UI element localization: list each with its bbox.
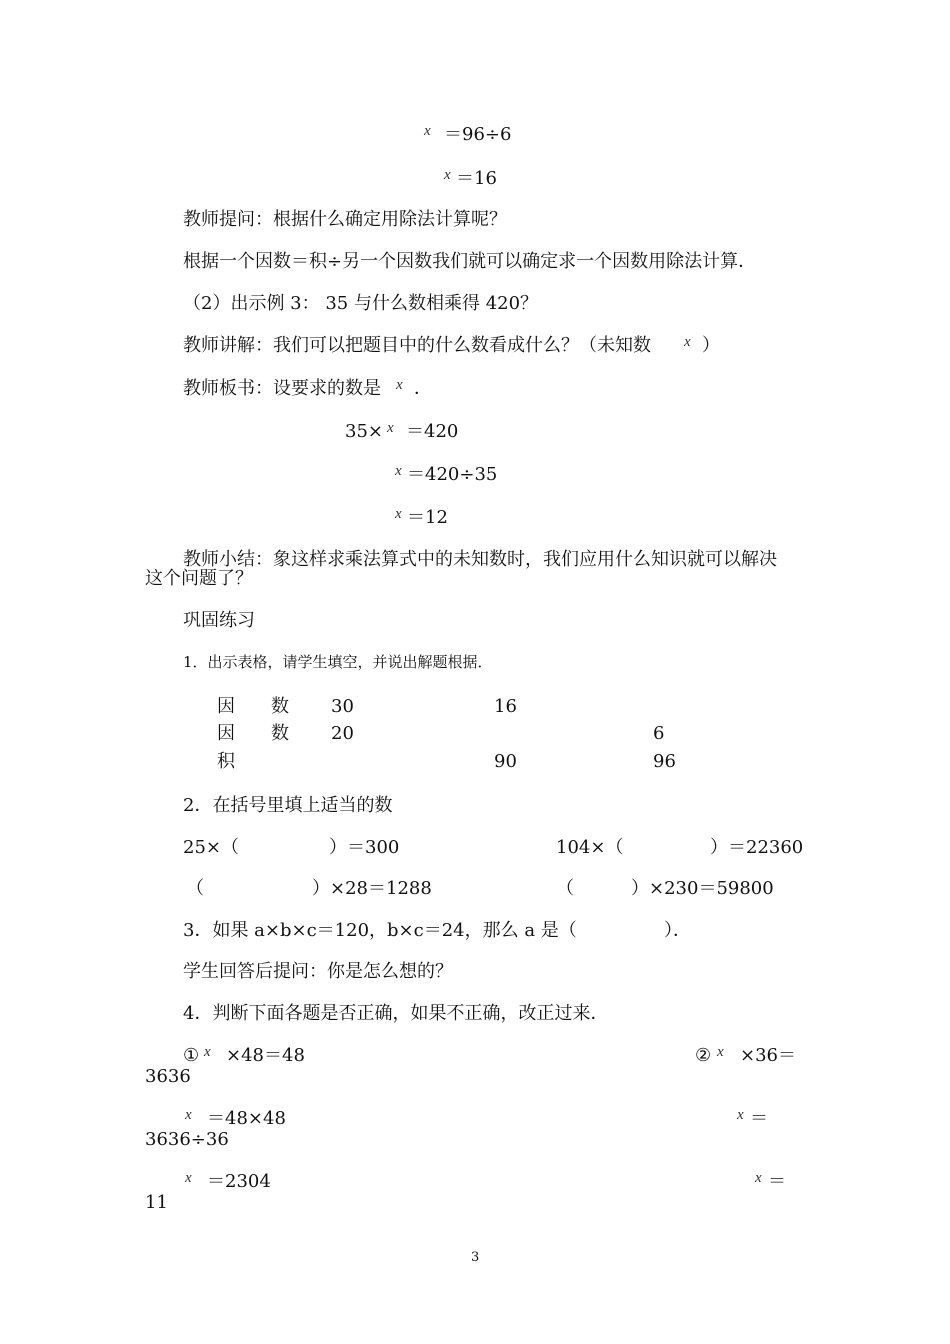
- exercise-4: 4．判断下面各题是否正确，如果不正确，改正过来．: [183, 1003, 609, 1024]
- teacher-board-end: ．: [414, 378, 432, 399]
- exercise-3-end: ）．: [664, 920, 691, 941]
- judge-item: ＝2304: [207, 1171, 271, 1192]
- equation-line: ＝96÷6: [444, 124, 512, 145]
- x-symbol: x: [396, 377, 403, 393]
- fill-item: （: [186, 878, 204, 899]
- exercise-1: 1．出示表格，请学生填空，并说出解题根据．: [183, 653, 493, 671]
- teacher-question: 教师提问：根据什么确定用除法计算呢？: [183, 209, 507, 230]
- teacher-summary: 这个问题了？: [145, 568, 253, 589]
- table-row-label: 因 数: [217, 696, 289, 717]
- table-row-label: 因 数: [217, 723, 289, 744]
- equation-line: ＝16: [456, 168, 497, 189]
- x-symbol: x: [185, 1170, 192, 1186]
- x-symbol: x: [424, 123, 431, 139]
- table-row-label: 积: [217, 751, 235, 772]
- teacher-explain-end: ）: [702, 335, 720, 356]
- judge-item: ＝: [768, 1171, 786, 1192]
- teacher-summary: 教师小结：象这样求乘法算式中的未知数时，我们应用什么知识就可以解决: [183, 549, 777, 570]
- x-symbol: x: [444, 167, 451, 183]
- judge-item: ＝48×48: [207, 1108, 286, 1129]
- judge-item: ②: [695, 1045, 712, 1066]
- x-symbol: x: [204, 1044, 211, 1060]
- equation-line: 35×: [345, 421, 383, 442]
- student-question: 学生回答后提问：你是怎么想的？: [183, 961, 453, 982]
- x-symbol: x: [737, 1107, 744, 1123]
- teacher-board: 教师板书：设要求的数是: [183, 378, 381, 399]
- equation-line: ＝420÷35: [407, 464, 498, 485]
- x-symbol: x: [755, 1170, 762, 1186]
- fill-item: ）×28＝1288: [312, 878, 432, 899]
- x-symbol: x: [684, 334, 691, 350]
- fill-item: ）＝22360: [710, 837, 804, 858]
- judge-item: ×48＝48: [226, 1045, 305, 1066]
- fill-item: ）×230＝59800: [631, 878, 774, 899]
- judge-item: ①: [183, 1045, 200, 1066]
- x-symbol: x: [395, 506, 402, 522]
- section-heading: 巩固练习: [183, 610, 255, 631]
- page-number: 3: [471, 1250, 480, 1265]
- x-symbol: x: [395, 463, 402, 479]
- table-cell: 90: [494, 751, 517, 772]
- judge-item: 11: [145, 1192, 168, 1213]
- equation-line: ＝12: [407, 507, 448, 528]
- judge-item: 3636÷36: [145, 1129, 229, 1150]
- equation-line: ＝420: [406, 421, 459, 442]
- x-symbol: x: [185, 1107, 192, 1123]
- example-3: （2）出示例 3： 35 与什么数相乘得 420？: [183, 293, 539, 314]
- table-cell: 6: [653, 723, 665, 744]
- table-cell: 96: [653, 751, 676, 772]
- x-symbol: x: [717, 1044, 724, 1060]
- exercise-2: 2．在括号里填上适当的数: [183, 795, 393, 816]
- x-symbol: x: [387, 420, 394, 436]
- fill-item: ）＝300: [329, 837, 400, 858]
- table-cell: 30: [331, 696, 354, 717]
- judge-item: ×36＝: [740, 1045, 796, 1066]
- answer-text: 根据一个因数＝积÷另一个因数我们就可以确定求一个因数用除法计算．: [183, 251, 757, 272]
- fill-item: （: [556, 878, 574, 899]
- judge-item: ＝: [750, 1108, 768, 1129]
- table-cell: 20: [331, 723, 354, 744]
- teacher-explain: 教师讲解：我们可以把题目中的什么数看成什么？（未知数: [183, 335, 651, 356]
- fill-item: 25×（: [183, 837, 239, 858]
- judge-item: 3636: [145, 1066, 191, 1087]
- fill-item: 104×（: [556, 837, 624, 858]
- table-cell: 16: [494, 696, 517, 717]
- exercise-3: 3．如果 a×b×c＝120，b×c＝24，那么 a 是（: [183, 920, 577, 941]
